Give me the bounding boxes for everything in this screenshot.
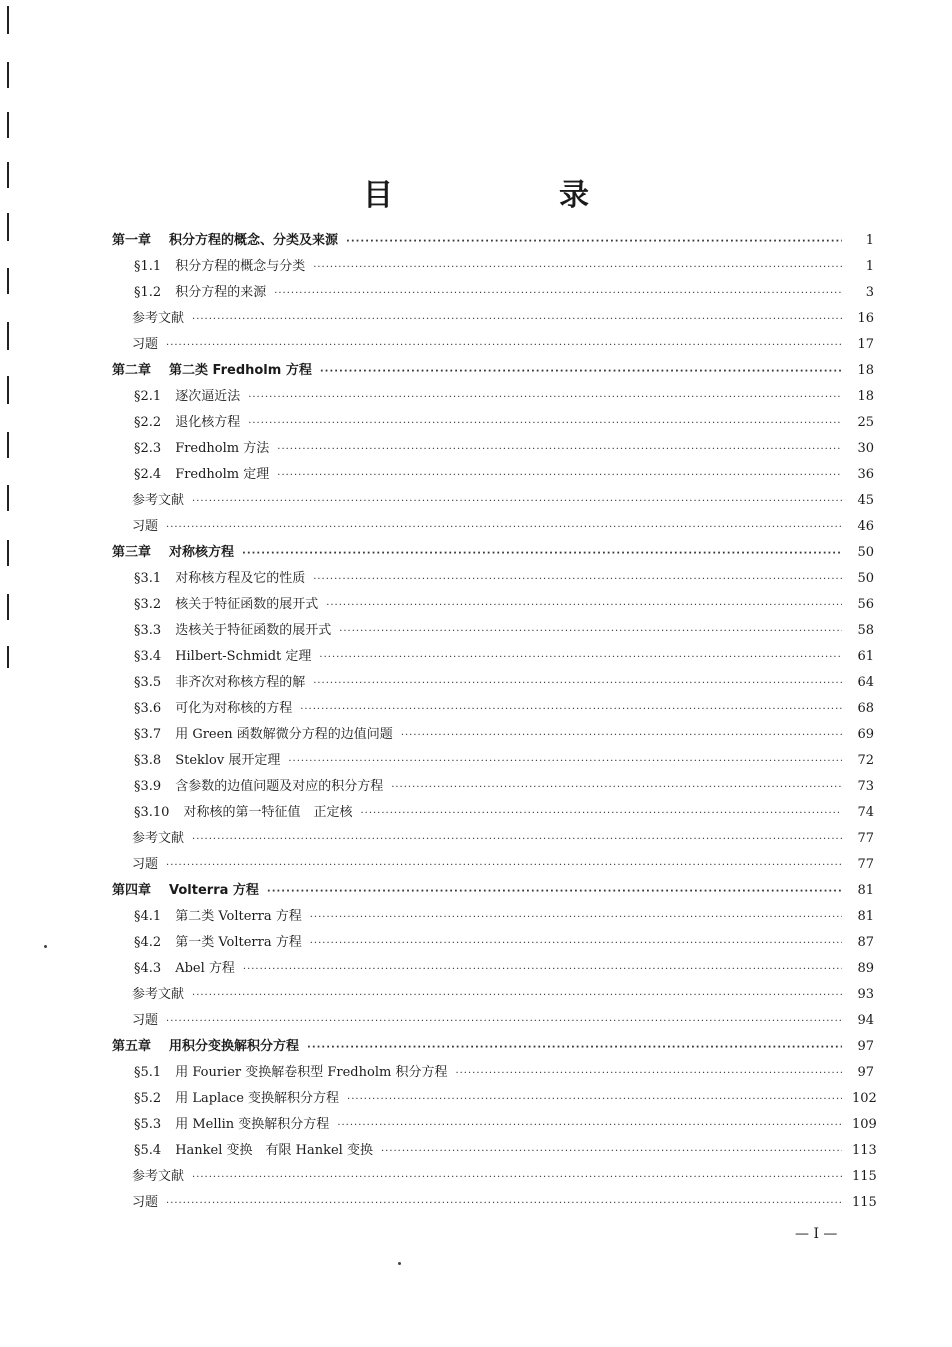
toc-section-row[interactable] <box>112 1060 874 1086</box>
toc-entry-label <box>134 1112 329 1138</box>
toc-entry-label <box>134 1086 339 1112</box>
page-number: 102 <box>852 1091 877 1106</box>
section-number: §3.4 <box>134 649 162 664</box>
page-number: 36 <box>857 467 874 482</box>
section-number: §2.3 <box>134 441 162 456</box>
toc-entry-label <box>132 826 184 852</box>
dot-leader <box>192 983 842 1009</box>
dot-leader <box>192 307 842 333</box>
entry-title: Hankel 变换 有限 Hankel 变换 <box>175 1143 373 1158</box>
dot-leader <box>242 541 842 567</box>
entry-title: 参考文献 <box>132 1169 185 1184</box>
toc-section-row[interactable] <box>112 930 874 956</box>
section-number: §4.1 <box>134 909 162 924</box>
page-number: 69 <box>857 727 874 742</box>
entry-title: 第一类 Volterra 方程 <box>175 935 302 950</box>
entry-title: 习题 <box>132 1195 159 1210</box>
entry-title: Abel 方程 <box>175 961 235 976</box>
page-number: 68 <box>857 701 874 716</box>
toc-entry-label <box>134 930 302 956</box>
dot-leader <box>307 1035 842 1061</box>
toc-chapter-row[interactable] <box>112 228 874 254</box>
section-number: §5.2 <box>134 1091 162 1106</box>
entry-title: 含参数的边值问题及对应的积分方程 <box>175 779 384 794</box>
entry-title: 对称核方程及它的性质 <box>175 571 306 586</box>
chapter-number: 第五章 <box>112 1039 152 1054</box>
toc-section-row[interactable] <box>112 410 874 436</box>
dot-leader <box>166 515 842 541</box>
toc-section-row[interactable] <box>112 800 874 826</box>
section-number: §1.1 <box>134 259 162 274</box>
section-number: §3.2 <box>134 597 162 612</box>
page-number: 16 <box>857 311 874 326</box>
toc-entry-label <box>134 592 318 618</box>
entry-title: 用 Laplace 变换解积分方程 <box>175 1091 340 1106</box>
dot-leader <box>320 359 842 385</box>
toc-entry-label <box>132 332 158 358</box>
toc-section-row[interactable] <box>112 1138 877 1164</box>
page-number: 18 <box>857 363 874 378</box>
toc-aux-row[interactable] <box>112 1164 877 1190</box>
toc-entry-label <box>134 774 383 800</box>
binding-mark <box>7 376 9 404</box>
dot-leader <box>401 723 842 749</box>
dot-leader <box>288 749 842 775</box>
dot-leader <box>274 281 842 307</box>
page-number: 25 <box>857 415 874 430</box>
section-number: §5.3 <box>134 1117 162 1132</box>
toc-entry-label <box>134 410 240 436</box>
toc-aux-row[interactable] <box>112 332 874 358</box>
page-number: 115 <box>852 1195 877 1210</box>
binding-mark <box>7 213 9 241</box>
section-number: §2.1 <box>134 389 162 404</box>
dot-leader <box>300 697 842 723</box>
table-of-contents <box>112 228 877 1216</box>
toc-entry-label <box>112 878 259 904</box>
page-number: 58 <box>857 623 874 638</box>
page-number: 30 <box>857 441 874 456</box>
entry-title: 用积分变换解积分方程 <box>169 1039 300 1054</box>
toc-entry-label <box>134 384 240 410</box>
entry-title: 逐次逼近法 <box>175 389 241 404</box>
entry-title: Fredholm 方法 <box>175 441 270 456</box>
dot-leader <box>192 827 842 853</box>
entry-title: 积分方程的概念与分类 <box>175 259 306 274</box>
dot-leader <box>166 1191 842 1217</box>
page-number: 73 <box>857 779 874 794</box>
toc-chapter-row[interactable] <box>112 878 874 904</box>
toc-entry-label <box>134 1138 373 1164</box>
entry-title: Hilbert-Schmidt 定理 <box>175 649 312 664</box>
entry-title: 用 Mellin 变换解积分方程 <box>175 1117 330 1132</box>
entry-title: Volterra 方程 <box>169 883 259 898</box>
section-number: §5.4 <box>134 1143 162 1158</box>
section-number: §2.2 <box>134 415 162 430</box>
toc-entry-label <box>134 748 280 774</box>
toc-entry-label <box>134 956 235 982</box>
toc-entry-label <box>132 852 158 878</box>
page-number: 46 <box>857 519 874 534</box>
toc-section-row[interactable] <box>112 722 874 748</box>
section-number: §3.6 <box>134 701 162 716</box>
toc-section-row[interactable] <box>112 904 874 930</box>
chapter-number: 第四章 <box>112 883 152 898</box>
dot-leader <box>192 489 842 515</box>
toc-aux-row[interactable] <box>112 852 874 878</box>
toc-entry-label <box>132 488 184 514</box>
binding-mark <box>7 268 9 294</box>
section-number: §3.10 <box>134 805 170 820</box>
toc-section-row[interactable] <box>112 436 874 462</box>
page-number: 77 <box>857 857 874 872</box>
page-number: 50 <box>857 545 874 560</box>
entry-title: 积分方程的来源 <box>175 285 267 300</box>
entry-title: 参考文献 <box>132 493 185 508</box>
toc-aux-row[interactable] <box>112 826 874 852</box>
toc-entry-label <box>134 566 305 592</box>
page-number: 64 <box>857 675 874 690</box>
entry-title: 对称核方程 <box>169 545 235 560</box>
entry-title: 参考文献 <box>132 311 185 326</box>
dot-leader <box>277 463 842 489</box>
binding-mark <box>7 646 9 668</box>
toc-entry-label <box>134 722 393 748</box>
page-number: 89 <box>857 961 874 976</box>
entry-title: 习题 <box>132 1013 159 1028</box>
binding-mark <box>7 540 9 566</box>
toc-section-row[interactable] <box>112 748 874 774</box>
page-number: 94 <box>857 1013 874 1028</box>
dot-leader <box>310 931 842 957</box>
toc-aux-row[interactable] <box>112 514 874 540</box>
toc-aux-row[interactable] <box>112 1190 877 1216</box>
toc-entry-label <box>134 462 269 488</box>
toc-entry-label <box>132 1008 158 1034</box>
dot-leader <box>346 229 842 255</box>
toc-section-row[interactable] <box>112 696 874 722</box>
entry-title: 对称核的第一特征值 正定核 <box>183 805 353 820</box>
dot-leader <box>192 1165 842 1191</box>
chapter-number: 第二章 <box>112 363 152 378</box>
toc-entry-label <box>134 904 302 930</box>
toc-chapter-row[interactable] <box>112 358 874 384</box>
binding-mark <box>7 485 9 511</box>
toc-chapter-row[interactable] <box>112 540 874 566</box>
toc-aux-row[interactable] <box>112 1008 874 1034</box>
page-number: 97 <box>857 1065 874 1080</box>
toc-section-row[interactable] <box>112 644 874 670</box>
dot-leader <box>277 437 842 463</box>
page-number: 93 <box>857 987 874 1002</box>
toc-entry-label <box>112 228 338 254</box>
toc-entry-label <box>132 514 158 540</box>
toc-entry-label <box>134 618 331 644</box>
page-number: 1 <box>865 259 874 274</box>
toc-entry-label <box>134 696 292 722</box>
binding-mark <box>7 432 9 458</box>
toc-section-row[interactable] <box>112 1112 877 1138</box>
toc-entry-label <box>112 540 234 566</box>
section-number: §3.5 <box>134 675 162 690</box>
toc-section-row[interactable] <box>112 280 874 306</box>
toc-aux-row[interactable] <box>112 306 874 332</box>
entry-title: 迭核关于特征函数的展开式 <box>175 623 332 638</box>
page-number: 113 <box>852 1143 877 1158</box>
scan-speck <box>44 945 47 948</box>
toc-section-row[interactable] <box>112 670 874 696</box>
page-number: 3 <box>865 285 874 300</box>
entry-title: 参考文献 <box>132 831 185 846</box>
dot-leader <box>391 775 842 801</box>
toc-entry-label <box>112 1034 299 1060</box>
dot-leader <box>360 801 842 827</box>
entry-title: 可化为对称核的方程 <box>175 701 293 716</box>
chapter-number: 第一章 <box>112 233 152 248</box>
section-number: §5.1 <box>134 1065 162 1080</box>
binding-mark <box>7 594 9 620</box>
page-number: 97 <box>857 1039 874 1054</box>
dot-leader <box>166 1009 842 1035</box>
page-number: 18 <box>857 389 874 404</box>
entry-title: Steklov 展开定理 <box>175 753 281 768</box>
toc-section-row[interactable] <box>112 956 874 982</box>
binding-mark <box>7 322 9 350</box>
toc-section-row[interactable] <box>112 462 874 488</box>
entry-title: 参考文献 <box>132 987 185 1002</box>
toc-entry-label <box>134 436 269 462</box>
page-number: 77 <box>857 831 874 846</box>
page-number: 72 <box>857 753 874 768</box>
dot-leader <box>337 1113 842 1139</box>
section-number: §3.9 <box>134 779 162 794</box>
dot-leader <box>326 593 842 619</box>
dot-leader <box>313 255 842 281</box>
page-number: 115 <box>852 1169 877 1184</box>
page-number: 17 <box>857 337 874 352</box>
entry-title: 习题 <box>132 857 159 872</box>
dot-leader <box>319 645 842 671</box>
dot-leader <box>313 671 842 697</box>
entry-title: 退化核方程 <box>175 415 241 430</box>
page-number: 81 <box>857 883 874 898</box>
toc-aux-row[interactable] <box>112 982 874 1008</box>
toc-entry-label <box>132 982 184 1008</box>
section-number: §4.3 <box>134 961 162 976</box>
section-number: §3.3 <box>134 623 162 638</box>
dot-leader <box>243 957 842 983</box>
dot-leader <box>166 853 842 879</box>
dot-leader <box>347 1087 842 1113</box>
dot-leader <box>313 567 842 593</box>
section-number: §4.2 <box>134 935 162 950</box>
entry-title: 习题 <box>132 519 159 534</box>
toc-entry-label <box>134 280 266 306</box>
entry-title: 非齐次对称核方程的解 <box>175 675 306 690</box>
chapter-number: 第三章 <box>112 545 152 560</box>
binding-mark <box>7 62 9 88</box>
toc-section-row[interactable] <box>112 254 874 280</box>
entry-title: 积分方程的概念、分类及来源 <box>169 233 339 248</box>
entry-title: 核关于特征函数的展开式 <box>175 597 319 612</box>
page-folio: — I — <box>795 1226 838 1242</box>
entry-title: 用 Fourier 变换解卷积型 Fredholm 积分方程 <box>175 1065 448 1080</box>
page-number: 87 <box>857 935 874 950</box>
toc-section-row[interactable] <box>112 774 874 800</box>
page-title: 目 录 <box>363 178 657 214</box>
dot-leader <box>267 879 842 905</box>
page-number: 1 <box>865 233 874 248</box>
toc-section-row[interactable] <box>112 566 874 592</box>
dot-leader <box>455 1061 842 1087</box>
toc-entry-label <box>132 1190 158 1216</box>
dot-leader <box>381 1139 842 1165</box>
binding-mark <box>7 112 9 138</box>
section-number: §3.8 <box>134 753 162 768</box>
section-number: §3.1 <box>134 571 162 586</box>
toc-aux-row[interactable] <box>112 488 874 514</box>
toc-entry-label <box>134 1060 447 1086</box>
toc-entry-label <box>134 670 305 696</box>
page-number: 61 <box>857 649 874 664</box>
toc-entry-label <box>134 644 311 670</box>
page-number: 56 <box>857 597 874 612</box>
toc-section-row[interactable] <box>112 384 874 410</box>
toc-entry-label <box>134 800 352 826</box>
toc-entry-label <box>132 1164 184 1190</box>
section-number: §3.7 <box>134 727 162 742</box>
toc-entry-label <box>134 254 305 280</box>
section-number: §1.2 <box>134 285 162 300</box>
dot-leader <box>310 905 842 931</box>
page-number: 81 <box>857 909 874 924</box>
entry-title: Fredholm 定理 <box>175 467 270 482</box>
toc-section-row[interactable] <box>112 592 874 618</box>
section-number: §2.4 <box>134 467 162 482</box>
page-number: 50 <box>857 571 874 586</box>
binding-mark <box>7 6 9 34</box>
page-number: 74 <box>857 805 874 820</box>
toc-section-row[interactable] <box>112 1086 877 1112</box>
dot-leader <box>248 385 842 411</box>
toc-entry-label <box>132 306 184 332</box>
entry-title: 第二类 Fredholm 方程 <box>169 363 312 378</box>
toc-section-row[interactable] <box>112 618 874 644</box>
entry-title: 第二类 Volterra 方程 <box>175 909 302 924</box>
page-number: 109 <box>852 1117 877 1132</box>
entry-title: 习题 <box>132 337 159 352</box>
scan-speck <box>398 1262 401 1265</box>
dot-leader <box>339 619 842 645</box>
entry-title: 用 Green 函数解微分方程的边值问题 <box>175 727 393 742</box>
dot-leader <box>166 333 842 359</box>
page-number: 45 <box>857 493 874 508</box>
dot-leader <box>248 411 842 437</box>
toc-entry-label <box>112 358 312 384</box>
toc-chapter-row[interactable] <box>112 1034 874 1060</box>
